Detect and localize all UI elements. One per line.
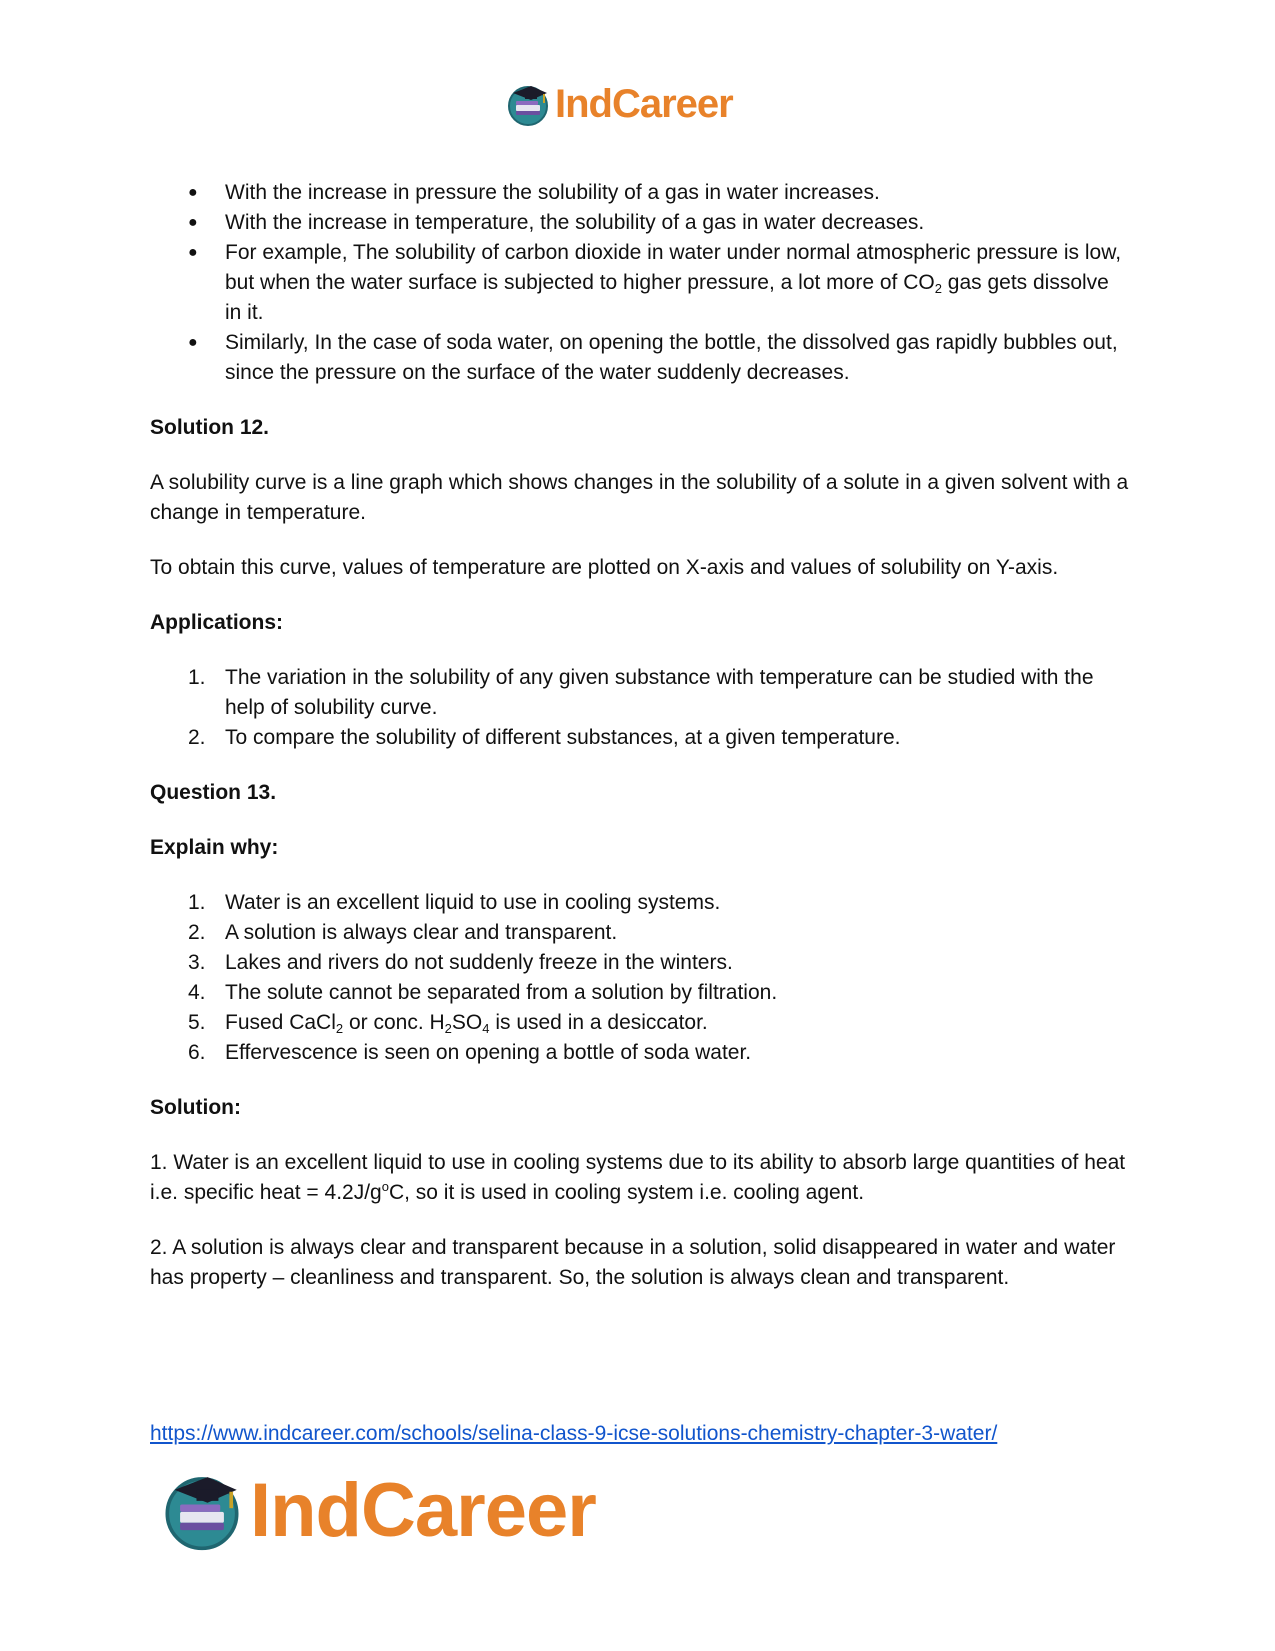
graduation-book-icon: [160, 1468, 244, 1552]
logo-text: IndCareer: [250, 1467, 596, 1553]
list-item: 2. To compare the solubility of different substances, at a given temperature.: [188, 726, 901, 749]
paragraph: 1. Water is an excellent liquid to use in cooling systems due to its ability to absorb large quantities of heat i.e. specific heat = $4.2J/g^oC$, so it is used in cooling system i.e. cooling agent.: [150, 1151, 1126, 1204]
list-item: 4. The solute cannot be separated from a solution by filtration.: [188, 981, 778, 1004]
graduation-book-icon: [505, 81, 551, 127]
paragraph: A solubility curve is a line graph which shows changes in the solubility of a solute in a given solvent with a change in temperature.: [150, 471, 1129, 524]
footer-logo: [160, 1465, 596, 1555]
list-item: 5. Fused CaCl$_2$ or conc. $H_2SO_4$ is used in a desiccator.: [188, 1011, 708, 1036]
list-item: 1. The variation in the solubility of any given substance with temperature can be studied with the help of solubility curve.: [188, 666, 1094, 719]
question-13-heading: Question 13.: [150, 781, 277, 804]
list-item: 6. Effervescence is seen on opening a bottle of soda water.: [188, 1041, 752, 1064]
header-logo: [505, 76, 733, 132]
solution-heading: Solution:: [150, 1096, 241, 1119]
source-link[interactable]: https://www.indcareer.com/schools/selina-class-9-icse-solutions-chemistry-chapter-3-water/: [150, 1422, 998, 1445]
paragraph: To obtain this curve, values of temperature are plotted on X-axis and values of solubility on Y-axis.: [150, 556, 1059, 579]
list-item: 3. Lakes and rivers do not suddenly freeze in the winters.: [188, 951, 733, 974]
solution-12-heading: Solution 12.: [150, 416, 270, 439]
list-item: ● With the increase in pressure the solubility of a gas in water increases.: [150, 178, 1130, 208]
list-item: ● For example, The solubility of carbon dioxide in water under normal atmospheric pressure is low, but when the water surface is subjected to higher pressure, a lot more of $CO_2$ gas gets dissolve in it.: [150, 238, 1130, 328]
applications-heading: Applications:: [150, 611, 284, 634]
bullet-list: [150, 178, 1130, 388]
document-content: [150, 178, 1130, 1293]
list-item: ● Similarly, In the case of soda water, on opening the bottle, the dissolved gas rapidly bubbles out, since the pressure on the surface of the water suddenly decreases.: [150, 328, 1130, 388]
list-item: 2. A solution is always clear and transparent.: [188, 921, 618, 944]
list-item: ● With the increase in temperature, the solubility of a gas in water decreases.: [150, 208, 1130, 238]
logo-text: IndCareer: [555, 81, 733, 126]
paragraph: 2. A solution is always clear and transparent because in a solution, solid disappeared in water and water has property – cleanliness and transparent. So, the solution is always clean and transparent.: [150, 1236, 1116, 1289]
list-item: 1. Water is an excellent liquid to use in cooling systems.: [188, 891, 721, 914]
explain-why-heading: Explain why:: [150, 836, 279, 859]
applications-list: [150, 663, 1130, 753]
question-list: [150, 888, 1130, 1068]
